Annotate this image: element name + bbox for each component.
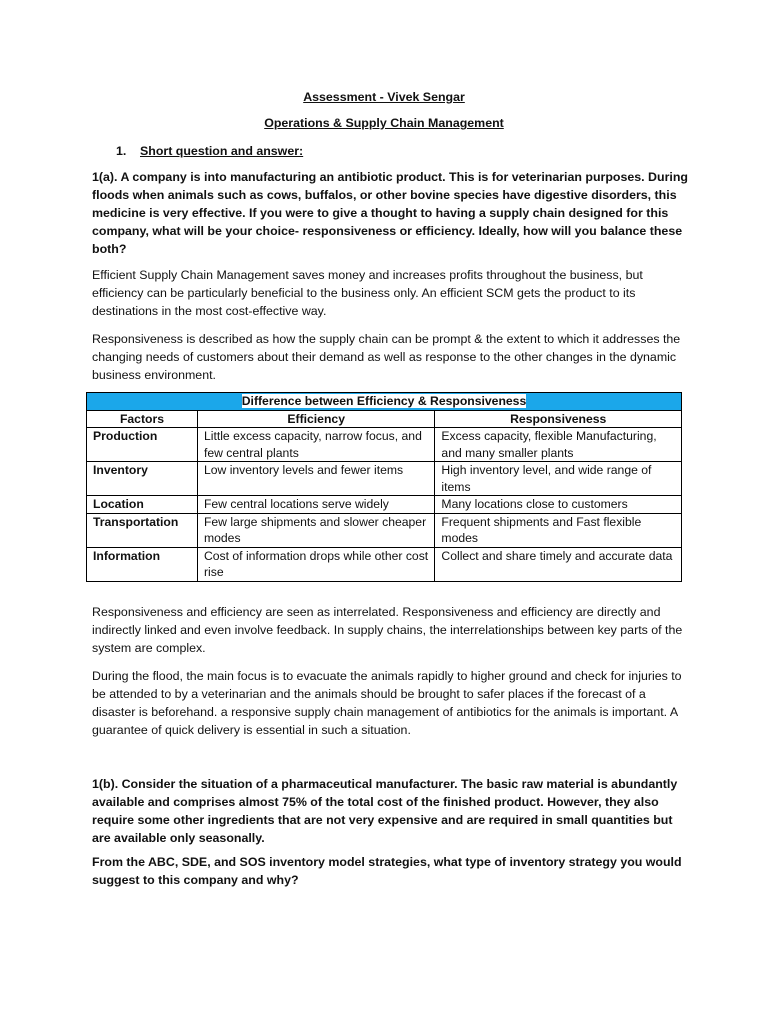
table-cell: Frequent shipments and Fast flexible modes <box>435 513 682 547</box>
section-label: Short question and answer: <box>140 144 304 158</box>
table-cell-factor: Production <box>87 428 198 462</box>
document-title: Assessment - Vivek Sengar <box>303 90 465 104</box>
table-row <box>87 496 682 514</box>
question-1b: 1(b). Consider the situation of a pharmaceutical manufacturer. The basic raw material is abundantly available and comprises almost 75% of the total cost of the finished product. However, they also require some other ingredients that are not very expensive and are required in small quantities but are available only seasonally. <box>92 777 678 845</box>
column-header: Factors <box>87 410 198 428</box>
table-cell: Few large shipments and slower cheaper modes <box>197 513 434 547</box>
table-cell-factor: Inventory <box>87 462 198 496</box>
table-cell-factor: Information <box>87 547 198 581</box>
table-cell: Cost of information drops while other cost rise <box>197 547 434 581</box>
table-header-row <box>87 410 682 428</box>
column-header: Responsiveness <box>435 410 682 428</box>
paragraph-responsiveness: Responsiveness is described as how the supply chain can be prompt & the extent to which it addresses the changing needs of customers about their demand as well as response to the other changes in the dynamic business environment. <box>92 332 681 382</box>
section-heading <box>116 142 303 160</box>
section-number: 1. <box>116 144 127 158</box>
table-cell: High inventory level, and wide range of items <box>435 462 682 496</box>
table-cell: Many locations close to customers <box>435 496 682 514</box>
question-1b-part2: From the ABC, SDE, and SOS inventory model strategies, what type of inventory strategy you would suggest to this company and why? <box>92 855 682 887</box>
table-cell: Collect and share timely and accurate data <box>435 547 682 581</box>
table-row <box>87 428 682 462</box>
table-title-row <box>87 393 682 411</box>
table-cell: Few central locations serve widely <box>197 496 434 514</box>
table-title: Difference between Efficiency & Responsiveness <box>241 394 527 408</box>
paragraph-efficiency: Efficient Supply Chain Management saves money and increases profits throughout the business, but efficiency can be particularly beneficial to the business only. An efficient SCM gets the product to its destinations in the most cost-effective way. <box>92 268 643 318</box>
table-row <box>87 513 682 547</box>
paragraph-flood: During the flood, the main focus is to evacuate the animals rapidly to higher ground and check for injuries to be attended to by a veterinarian and the animals should be brought to safer places if the forecast of a disaster is beforehand. a responsive supply chain management of antibiotics for the animals is important. A guarantee of quick delivery is essential in such a situation. <box>92 669 682 737</box>
column-header: Efficiency <box>197 410 434 428</box>
table-row <box>87 462 682 496</box>
table-cell-factor: Transportation <box>87 513 198 547</box>
table-cell: Low inventory levels and fewer items <box>197 462 434 496</box>
paragraph-interrelation: Responsiveness and efficiency are seen as interrelated. Responsiveness and efficiency are directly and indirectly linked and even involve feedback. In supply chains, the interrelationships between key parts of the system are complex. <box>92 605 683 655</box>
comparison-table <box>86 392 682 582</box>
table-cell-factor: Location <box>87 496 198 514</box>
table-cell: Little excess capacity, narrow focus, and few central plants <box>197 428 434 462</box>
document-subtitle: Operations & Supply Chain Management <box>264 116 504 130</box>
table-row <box>87 547 682 581</box>
question-1a: 1(a). A company is into manufacturing an antibiotic product. This is for veterinarian purposes. During floods when animals such as cows, buffalos, or other bovine species have digestive disorders, this medicine is very effective. If you were to give a thought to having a supply chain designed for this company, what will be your choice- responsiveness or efficiency. Ideally, how will you balance these both? <box>92 170 688 256</box>
table-cell: Excess capacity, flexible Manufacturing, and many smaller plants <box>435 428 682 462</box>
